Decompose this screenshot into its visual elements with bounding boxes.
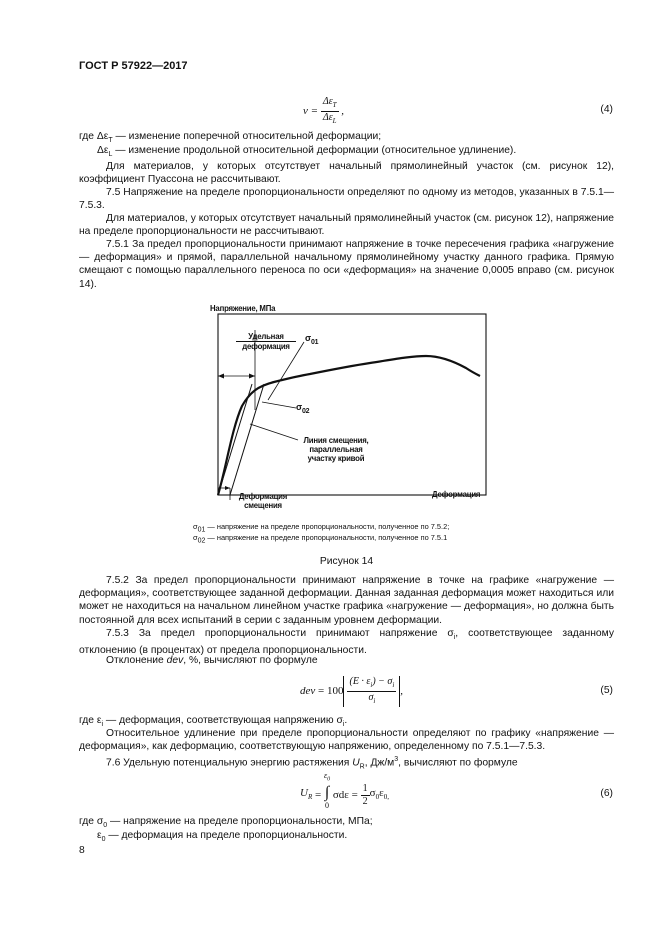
eq6-equals2: = — [351, 789, 358, 802]
p10-sup: 3 — [394, 756, 399, 763]
eq4-tail: , — [341, 105, 345, 118]
label-specific-2: деформация — [236, 341, 296, 351]
p8-sub2: i — [342, 721, 345, 729]
p6-a: 7.5.3 За предел пропорциональности принимают напряжение σ — [106, 628, 454, 639]
eq5-fraction — [347, 676, 396, 707]
eq6-lhs: U — [300, 787, 308, 800]
document-header: ГОСТ Р 57922—2017 — [79, 60, 188, 72]
offset-deform-2: смещения — [244, 501, 282, 510]
sigma02-symbol: σ — [296, 402, 302, 412]
eq5-num: (E · ε — [349, 676, 371, 687]
eq5-num-sub2: i — [392, 681, 395, 689]
figure-x-axis-label: Деформация — [432, 490, 481, 499]
eq5-equals: = — [318, 685, 325, 698]
page-number: 8 — [79, 845, 85, 856]
p10-b: , Дж/м — [364, 757, 395, 769]
where4-l1-text: — изменение поперечной относительной деформации; — [112, 131, 382, 142]
eq6-integral — [324, 771, 330, 811]
eq5-coef: 100 — [326, 685, 344, 698]
note1-sub: 01 — [197, 526, 206, 534]
eq4-equals: = — [310, 105, 319, 118]
eq5-abs — [343, 676, 400, 707]
paragraph-2: 7.5 Напряжение на пределе пропорциональности определяют по одному из методов, указанных в 7.5.1—7.5.3. — [79, 187, 614, 212]
eq6-half-den: 2 — [362, 796, 368, 808]
eq6-half-num: 1 — [362, 783, 368, 795]
eq6-integrand: σdε — [332, 789, 349, 802]
eq6-rhs — [370, 787, 389, 804]
note2-sym: σ — [193, 533, 198, 542]
paragraph-4: 7.5.1 За предел пропорциональности принимают напряжение в точке пересечения графика «нагружение — деформация» и прямой, параллельной начальному прямолинейному участку данного графика. Прямую смещают с помощью параллельного переноса по оси «деформация» на значение 0,0005 вправо (см. рисунок 14). — [79, 239, 614, 290]
eq4-den-sub: L — [332, 117, 337, 125]
eq4-fraction — [321, 96, 339, 127]
label-offset-deformation — [229, 492, 297, 510]
offset-deform-1: Деформация — [238, 492, 288, 501]
p8-c: . — [344, 715, 348, 726]
equation-5 — [300, 676, 403, 707]
eq6-rhs-sym: σ — [369, 787, 376, 800]
sigma01-symbol: σ — [305, 333, 311, 343]
p8-b: — деформация, соответствующая напряжению σ — [103, 715, 343, 726]
eq6-upper: ε — [323, 771, 328, 780]
where4-l1-sub: T — [108, 137, 113, 145]
p7-a: Отклонение — [106, 655, 167, 666]
p10-c: , вычисляют по формуле — [398, 757, 518, 769]
eq5-num-sub: i — [370, 681, 373, 689]
arrowhead-offset — [225, 486, 230, 490]
eq4-den: Δε — [322, 112, 333, 123]
label-sigma01 — [305, 334, 318, 347]
offset-line-2: параллельная — [309, 445, 363, 454]
arrowhead-left — [218, 374, 224, 379]
eq5-den-sub: i — [373, 697, 376, 705]
figure-y-axis-label: Напряжение, МПа — [210, 304, 276, 313]
paragraph-5: 7.5.2 За предел пропорциональности принимают напряжение в точке на графике «нагружение — деформация», соответствующее заданной деформации. Данная заданная деформация может находиться или может не находиться на начальном линейном участке графика «нагружение — деформация», но должна быть постоянной для всех испытаний в серии с заданным уровнем деформации. — [79, 575, 614, 626]
sigma02-sub: 02 — [301, 407, 310, 415]
offset-line-3: участку кривой — [307, 454, 365, 463]
eq6-rhs-sub1: 0 — [375, 793, 380, 802]
p8-a: где ε — [79, 715, 102, 726]
where4-line2 — [97, 144, 516, 161]
paragraph-1: Для материалов, у которых отсутствует начальный прямолинейный участок (см. рисунок 12), коэффициент Пуассона не рассчитывают. — [79, 161, 614, 186]
label-sigma02 — [296, 403, 309, 416]
paragraph-3: Для материалов, у которых отсутствует начальный прямолинейный участок (см. рисунок 12), напряжение на пределе пропорциональности не рассчитывают. — [79, 213, 614, 238]
where4-l2-sub: L — [108, 151, 113, 159]
p7-dev: dev — [166, 655, 184, 666]
where6-line2 — [97, 829, 347, 846]
note1-text: — напряжение на пределе пропорциональности, полученное по 7.5.2; — [205, 522, 450, 531]
equation-6-number: (6) — [600, 788, 613, 799]
arrowhead-right — [249, 374, 255, 379]
equation-4 — [303, 96, 344, 127]
stress-strain-curve — [218, 356, 480, 495]
eq6-half — [361, 783, 370, 808]
where4-l1-start: где Δε — [79, 131, 109, 142]
label-offset-line — [291, 436, 381, 463]
w6-l2-b: — деформация на пределе пропорциональности. — [105, 830, 348, 841]
note2-text: — напряжение на пределе пропорциональности, полученное по 7.5.1 — [205, 533, 448, 542]
eq5-den: σ — [368, 692, 374, 703]
eq6-rhs-sub2: 0, — [383, 793, 389, 802]
eq6-lower: 0 — [325, 800, 330, 810]
paragraph-7 — [106, 654, 318, 667]
paragraph-9: Относительное удлинение при пределе пропорциональности определяют по графику «напряжение — деформация», как деформацию, соответствующую напряжению, определенному по 7.5.1—7.5.3. — [79, 728, 614, 753]
w6-l1-a: где σ — [79, 816, 104, 827]
eq6-upper-sub: 0 — [327, 776, 331, 783]
figure-caption: Рисунок 14 — [319, 556, 374, 567]
equation-6 — [300, 771, 389, 811]
eq6-rhs-mid: ε — [379, 787, 384, 800]
offset-line-1: Линия смещения, — [303, 436, 369, 445]
p6-b: , соответствующее заданному отклонению (в процентах) от предела пропорциональности. — [79, 628, 614, 657]
w6-l1-sub: 0 — [103, 822, 108, 830]
paragraph-6 — [79, 627, 614, 657]
eq6-lhs-sub: R — [307, 793, 313, 802]
equation-4-number: (4) — [600, 104, 613, 115]
where4-l2-start: Δε — [97, 145, 109, 156]
sigma01-sub: 01 — [310, 338, 319, 346]
eq5-tail: , — [400, 685, 404, 698]
eq4-num-sub: T — [332, 101, 337, 109]
w6-l1-b: — напряжение на пределе пропорциональности, МПа; — [107, 816, 373, 827]
p8-sub: i — [101, 721, 104, 729]
w6-l2-sub: 0 — [101, 836, 106, 844]
p10-U: U — [352, 757, 360, 769]
p10-sub: R — [359, 763, 365, 771]
sigma02-leader — [262, 402, 296, 408]
label-specific-deformation — [236, 332, 296, 351]
note1-sym: σ — [193, 522, 198, 531]
p10-a: 7.6 Удельную потенциальную энергию растяжения — [106, 757, 353, 769]
p6-sub: i — [453, 634, 456, 642]
figure-note-2 — [193, 533, 447, 546]
eq5-num-tail: ) − σ — [372, 676, 393, 687]
eq4-lhs: ν — [303, 105, 308, 118]
label-specific-1: Удельная — [248, 332, 284, 341]
eq5-lhs: dev — [300, 685, 316, 698]
w6-l2-a: ε — [97, 830, 102, 841]
equation-5-number: (5) — [600, 685, 613, 696]
eq6-equals: = — [314, 789, 322, 802]
where4-l2-text: — изменение продольной относительной деформации (относительное удлинение). — [112, 145, 517, 156]
p7-b: , %, вычисляют по формуле — [183, 655, 318, 666]
note2-sub: 02 — [197, 537, 206, 545]
integral-sign: ∫ — [324, 783, 330, 801]
eq4-num: Δε — [322, 96, 333, 107]
